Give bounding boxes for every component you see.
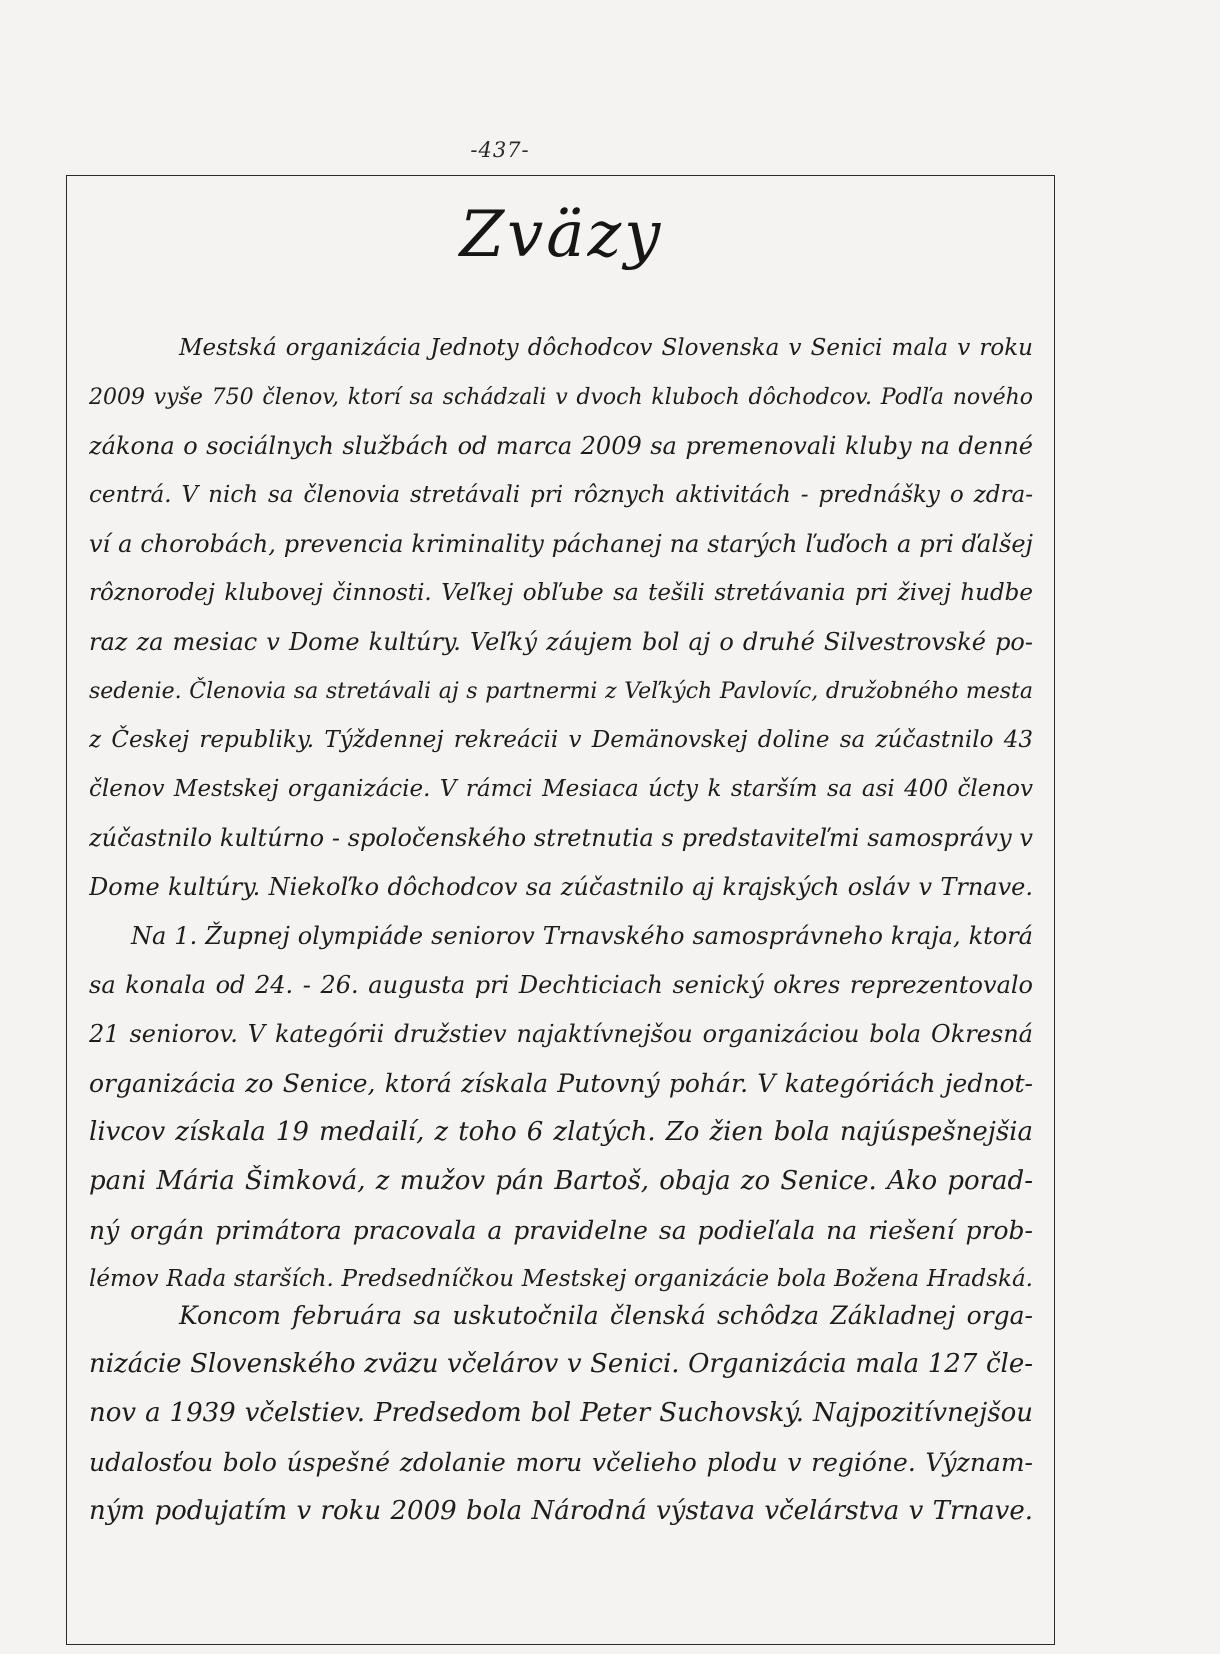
text-line: Na 1. Župnej olympiáde seniorov Trnavského samosprávneho kraja, ktorá: [131, 922, 1033, 950]
text-line: zákona o sociálnych službách od marca 2009 sa premenovali kluby na denné: [89, 432, 1033, 460]
paragraph-beekeepers: [89, 1291, 1033, 1536]
text-line: 2009 vyše 750 členov, ktorí sa schádzali v dvoch kluboch dôchodcov. Podľa nového: [89, 385, 1033, 410]
page-heading: Zväzy: [459, 198, 664, 272]
text-line: nizácie Slovenského zväzu včelárov v Senici. Organizácia mala 127 čle-: [89, 1349, 1033, 1379]
page-frame: [66, 175, 1055, 1645]
page-number: -437-: [470, 138, 530, 162]
text-line: Koncom februára sa uskutočnila členská schôdza Základnej orga-: [179, 1301, 1033, 1330]
text-line: Mestská organizácia Jednoty dôchodcov Slovenska v Senici mala v roku: [179, 335, 1033, 361]
text-line: lémov Rada starších. Predsedníčkou Mestskej organizácie bola Božena Hradská.: [89, 1266, 1033, 1292]
text-line: ným podujatím v roku 2009 bola Národná výstava včelárstva v Trnave.: [89, 1496, 1033, 1526]
text-line: livcov získala 19 medailí, z toho 6 zlatých. Zo žien bola najúspešnejšia: [89, 1117, 1033, 1147]
text-line: Dome kultúry. Niekoľko dôchodcov sa zúčastnilo aj krajských osláv v Trnave.: [89, 873, 1033, 901]
text-line: ný orgán primátora pracovala a pravidelne sa podieľala na riešení prob-: [89, 1216, 1033, 1245]
text-line: centrá. V nich sa členovia stretávali pri rôznych aktivitách - prednášky o zdra-: [89, 482, 1033, 508]
text-line: pani Mária Šimková, z mužov pán Bartoš, obaja zo Senice. Ako porad-: [89, 1166, 1033, 1196]
text-line: zúčastnilo kultúrno - spoločenského stretnutia s predstaviteľmi samosprávy v: [89, 824, 1033, 852]
text-line: rôznorodej klubovej činnosti. Veľkej obľube sa tešili stretávania pri živej hudbe: [89, 580, 1033, 606]
text-line: 21 seniorov. V kategórii družstiev najaktívnejšou organizáciou bola Okresná: [89, 1020, 1033, 1048]
text-line: sa konala od 24. - 26. augusta pri Dechticiach senický okres reprezentovalo: [89, 971, 1033, 999]
text-line: sedenie. Členovia sa stretávali aj s partnermi z Veľkých Pavlovíc, družobného mesta: [89, 679, 1033, 704]
text-line: nov a 1939 včelstiev. Predsedom bol Peter Suchovský. Najpozitívnejšou: [89, 1398, 1033, 1428]
paragraph-seniors: [89, 324, 1033, 1304]
text-line: organizácia zo Senice, ktorá získala Putovný pohár. V kategóriách jednot-: [89, 1069, 1033, 1098]
text-line: udalosťou bolo úspešné zdolanie moru včelieho plodu v regióne. Význam-: [89, 1448, 1033, 1477]
text-line: ví a chorobách, prevencia kriminality páchanej na starých ľuďoch a pri ďalšej: [89, 530, 1033, 558]
text-line: raz za mesiac v Dome kultúry. Veľký záujem bol aj o druhé Silvestrovské po-: [89, 628, 1033, 656]
text-line: z Českej republiky. Týždennej rekreácii v Demänovskej doline sa zúčastnilo 43: [89, 727, 1033, 753]
text-line: členov Mestskej organizácie. V rámci Mesiaca úcty k starším sa asi 400 členov: [89, 776, 1033, 802]
